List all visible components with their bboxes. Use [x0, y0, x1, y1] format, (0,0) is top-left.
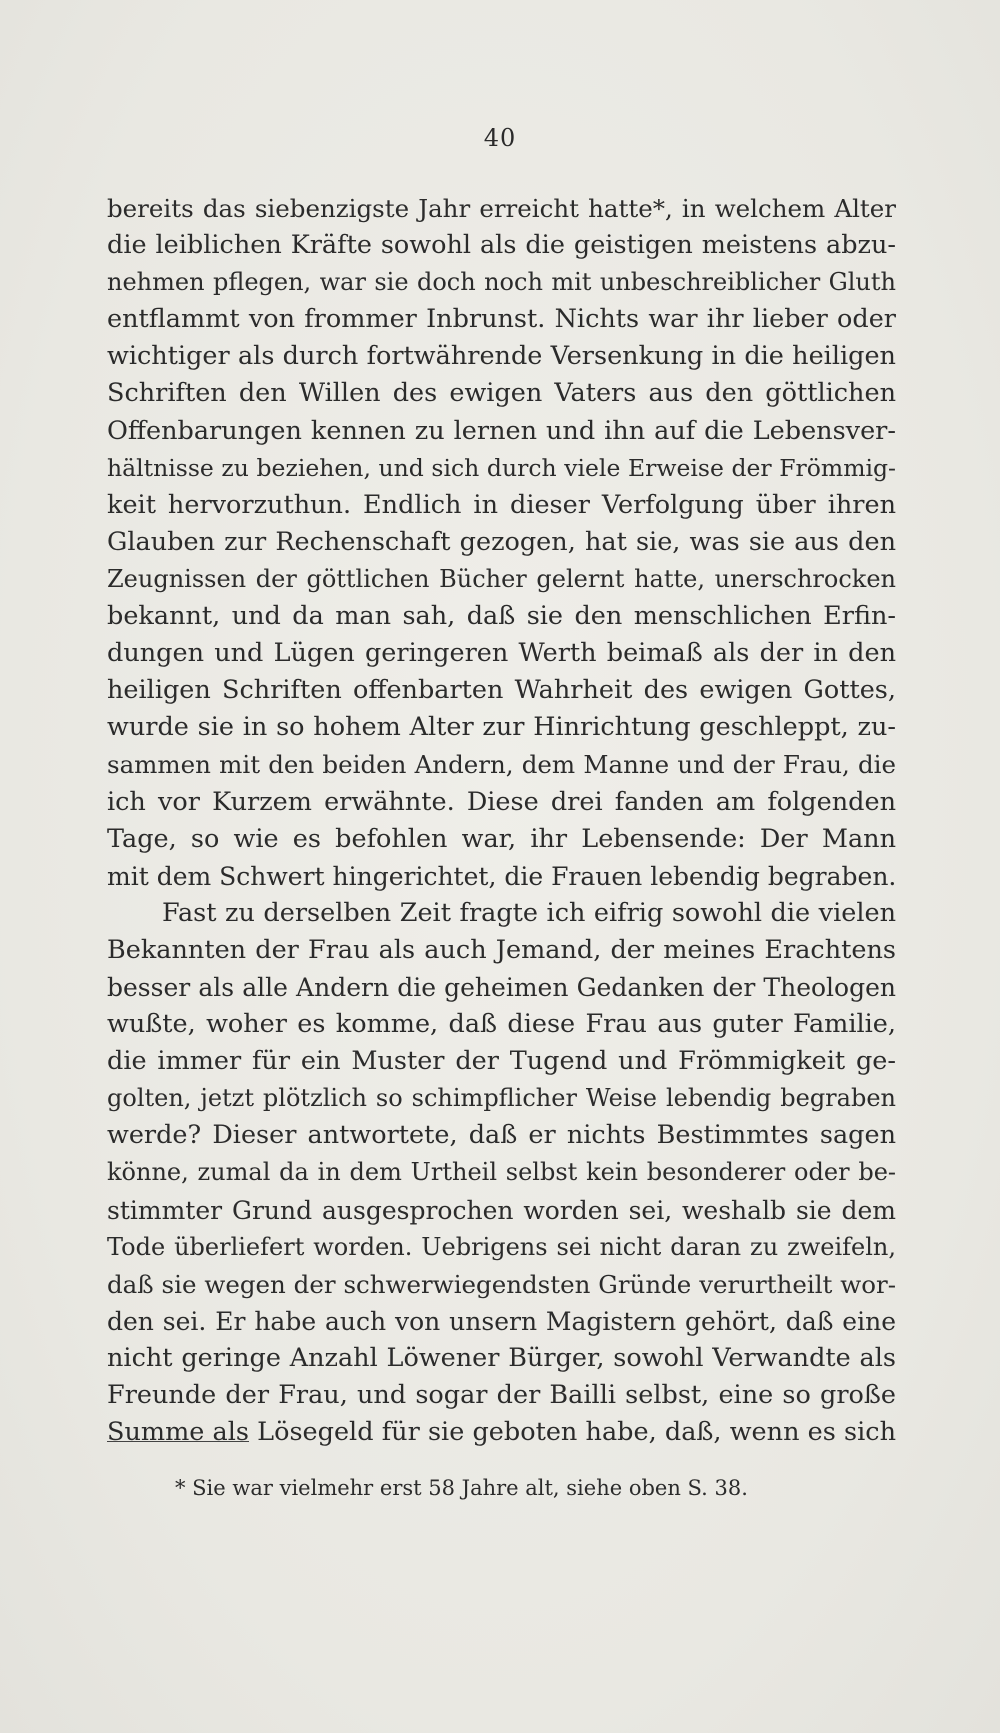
text-line: die leiblichen Kräfte sowohl als die geistigen meistens abzu-: [107, 230, 896, 261]
text-line: Offenbarungen kennen zu lernen und ihn auf die Lebensver-: [107, 415, 896, 446]
text-line: nehmen pflegen, war sie doch noch mit unbeschreiblicher Gluth: [107, 268, 896, 297]
text-line: hältnisse zu beziehen, und sich durch viele Erweise der Frömmig-: [107, 453, 896, 482]
page-number: 40: [483, 124, 517, 152]
text-line: die immer für ein Muster der Tugend und Frömmigkeit ge-: [107, 1046, 896, 1077]
text-line: mit dem Schwert hingerichtet, die Frauen lebendig begraben.: [107, 861, 896, 891]
body-text: [107, 190, 896, 1451]
text-line: bekannt, und da man sah, daß sie den menschlichen Erfin-: [107, 601, 896, 632]
text-line: entflammt von frommer Inbrunst. Nichts war ihr lieber oder: [107, 304, 896, 335]
text-line: wurde sie in so hohem Alter zur Hinrichtung geschleppt, zu-: [107, 712, 896, 743]
text-line: wichtiger als durch fortwährende Versenkung in die heiligen: [107, 341, 896, 372]
text-line: könne, zumal da in dem Urtheil selbst kein besonderer oder be-: [107, 1158, 896, 1187]
text-line: Bekannten der Frau als auch Jemand, der meines Erachtens: [107, 934, 896, 965]
text-line: daß sie wegen der schwerwiegendsten Gründe verurtheilt wor-: [107, 1269, 896, 1299]
text-line: wußte, woher es komme, daß diese Frau aus guter Familie,: [107, 1009, 896, 1040]
text-line: stimmter Grund ausgesprochen worden sei, weshalb sie dem: [107, 1195, 896, 1225]
text-line: Fast zu derselben Zeit fragte ich eifrig sowohl die vielen: [162, 897, 896, 928]
text-line: Freunde der Frau, und sogar der Bailli selbst, eine so große: [107, 1380, 896, 1410]
footnote: * Sie war vielmehr erst 58 Jahre alt, siehe oben S. 38.: [175, 1476, 748, 1500]
text-line: Zeugnissen der göttlichen Bücher gelernt hatte, unerschrocken: [107, 564, 896, 593]
text-line: den sei. Er habe auch von unsern Magistern gehört, daß eine: [107, 1306, 896, 1336]
text-line: bereits das siebenzigste Jahr erreicht hatte*, in welchem Alter: [107, 194, 896, 223]
text-line: werde? Dieser antwortete, daß er nichts Bestimmtes sagen: [107, 1120, 896, 1151]
text-line: Tode überliefert worden. Uebrigens sei nicht daran zu zweifeln,: [107, 1232, 896, 1261]
text-line: Summe als Lösegeld für sie geboten habe, daß, wenn es sich: [107, 1417, 896, 1448]
text-line: Glauben zur Rechenschaft gezogen, hat sie, was sie aus den: [107, 526, 896, 557]
text-line: nicht geringe Anzahl Löwener Bürger, sowohl Verwandte als: [107, 1342, 896, 1373]
text-line: golten, jetzt plötzlich so schimpflicher Weise lebendig begraben: [107, 1084, 896, 1113]
text-line: sammen mit den beiden Andern, dem Manne und der Frau, die: [107, 750, 896, 780]
text-line: Tage, so wie es befohlen war, ihr Lebensende: Der Mann: [107, 823, 896, 854]
footnote-divider: [107, 1441, 249, 1442]
text-line: ich vor Kurzem erwähnte. Diese drei fanden am folgenden: [107, 786, 896, 817]
text-line: keit hervorzuthun. Endlich in dieser Verfolgung über ihren: [107, 489, 896, 520]
text-line: dungen und Lügen geringeren Werth beimaß als der in den: [107, 638, 896, 669]
text-line: Schriften den Willen des ewigen Vaters aus den göttlichen: [107, 378, 896, 409]
text-line: besser als alle Andern die geheimen Gedanken der Theologen: [107, 972, 896, 1002]
text-line: heiligen Schriften offenbarten Wahrheit des ewigen Gottes,: [107, 675, 896, 706]
